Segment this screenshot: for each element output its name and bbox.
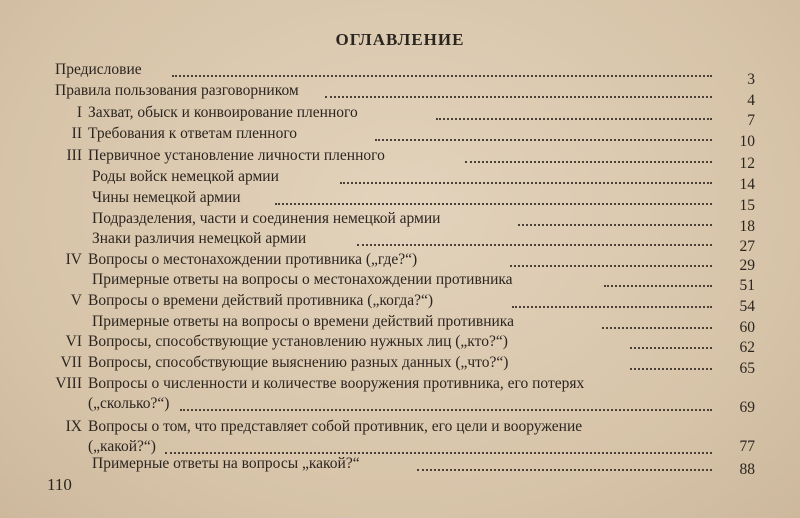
toc-page-number: 88 (739, 461, 755, 478)
toc-page-number: 27 (739, 238, 755, 255)
leader-dots (510, 263, 712, 267)
toc-entry-text: Вопросы о времени действий противника („когда?“) (88, 292, 434, 309)
toc-page-number: 15 (739, 197, 755, 214)
page-title: ОГЛАВЛЕНИЕ (335, 30, 465, 49)
leader-dots (275, 201, 712, 205)
leader-dots (357, 242, 712, 246)
toc-page-number: 69 (739, 399, 755, 416)
toc-page-number: 4 (747, 92, 755, 109)
toc-entry-text-continued: („сколько?“) (88, 395, 170, 412)
leader-dots (172, 73, 712, 77)
chapter-number: V (70, 292, 82, 309)
chapter-number: II (71, 125, 82, 142)
leader-dots (340, 180, 712, 184)
toc-entry-text: Вопросы, способствующие выяснению разных данных („что?“) (88, 354, 509, 371)
toc-page-number: 18 (739, 218, 755, 235)
toc-page-number: 12 (739, 155, 755, 172)
toc-entry-text: Правила пользования разговорником (55, 82, 299, 99)
leader-dots (165, 450, 712, 454)
toc-page-number: 65 (739, 360, 755, 377)
toc-page-number: 77 (739, 438, 755, 455)
leader-dots (465, 159, 712, 163)
toc-entry-text: Подразделения, части и соединения немецкой армии (92, 210, 441, 227)
leader-dots (602, 325, 712, 329)
toc-entry-text: Требования к ответам пленного (88, 125, 298, 142)
chapter-number: VIII (55, 375, 82, 392)
toc-entry-text: Знаки различия немецкой армии (92, 230, 307, 247)
leader-dots (325, 94, 712, 98)
chapter-number: I (76, 104, 82, 121)
toc-entry-text: Вопросы, способствующие установлению нужных лиц („кто?“) (88, 333, 508, 350)
leader-dots (630, 366, 712, 370)
leader-dots (512, 304, 712, 308)
page-number: 110 (47, 475, 72, 494)
toc-entry-text: Вопросы о местонахождении противника („где?“) (88, 251, 418, 268)
toc-entry-text: Примерные ответы на вопросы о времени действий противника (92, 313, 514, 330)
toc-entry-text: Захват, обыск и конвоирование пленного (88, 104, 358, 121)
toc-entry-text: Чины немецкой армии (92, 189, 241, 206)
leader-dots (604, 283, 712, 287)
toc-page-number: 29 (739, 257, 755, 274)
leader-dots (630, 345, 712, 349)
toc-entry-text: Примерные ответы на вопросы „какой?“ (92, 455, 360, 472)
toc-entry-text: Первичное установление личности пленного (88, 147, 385, 164)
toc-page-number: 62 (739, 339, 755, 356)
toc-page-number: 54 (739, 298, 755, 315)
toc-entry-text: Роды войск немецкой армии (92, 168, 279, 185)
toc-page-number: 10 (739, 133, 755, 150)
toc-page-number: 3 (747, 71, 755, 88)
leader-dots (518, 222, 712, 226)
toc-entry-text: Вопросы о численности и количестве вооружения противника, его потерях (88, 375, 585, 392)
toc-page-number: 60 (739, 319, 755, 336)
chapter-number: III (66, 147, 82, 164)
toc-entry-text-continued: („какой?“) (88, 438, 156, 455)
chapter-number: IV (65, 251, 82, 268)
leader-dots (417, 467, 712, 471)
chapter-number: VI (65, 333, 82, 350)
leader-dots (436, 116, 712, 120)
chapter-number: VII (60, 354, 82, 371)
toc-entry-text: Предисловие (55, 61, 142, 78)
leader-dots (180, 407, 712, 411)
leader-dots (375, 137, 712, 141)
toc-entry-text: Вопросы о том, что представляет собой противник, его цели и вооружение (88, 418, 583, 435)
toc-page-number: 51 (739, 277, 755, 294)
toc-page-number: 14 (739, 176, 755, 193)
chapter-number: IX (65, 418, 82, 435)
toc-page-number: 7 (747, 112, 755, 129)
toc-entry-text: Примерные ответы на вопросы о местонахождении противника (92, 271, 513, 288)
